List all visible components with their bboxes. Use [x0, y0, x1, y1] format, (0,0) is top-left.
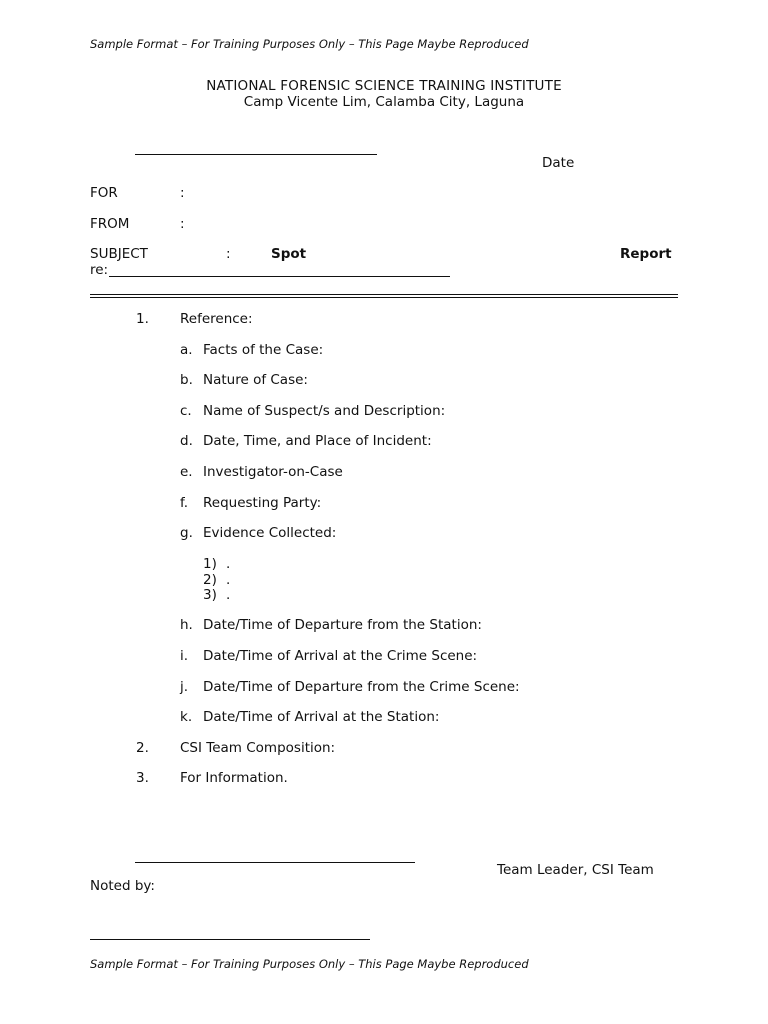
team-leader-label: Team Leader, CSI Team [497, 862, 654, 878]
reference-heading: Reference: [180, 311, 253, 327]
subitem-letter: d. [180, 433, 193, 449]
subject-re-line [109, 276, 450, 277]
subitem-letter: h. [180, 617, 193, 633]
subitem-letter: f. [180, 495, 189, 511]
subitem-text: Name of Suspect/s and Description: [203, 403, 446, 419]
subject-re: re: [90, 262, 109, 278]
item-number-1: 1. [136, 311, 149, 327]
evidence-number: 2) [203, 572, 217, 588]
institute-title: NATIONAL FORENSIC SCIENCE TRAINING INSTITUTE [206, 78, 562, 94]
noted-by-label: Noted by: [90, 878, 155, 894]
subitem-letter: b. [180, 372, 193, 388]
evidence-item: . [226, 572, 231, 588]
item-number-3: 3. [136, 770, 149, 786]
evidence-item: . [226, 587, 231, 603]
subitem-letter: e. [180, 464, 193, 480]
subitem-text: Investigator-on-Case [203, 464, 343, 480]
for-label: FOR [90, 185, 118, 201]
subitem-letter: c. [180, 403, 192, 419]
date-line [135, 154, 377, 155]
subitem-text: Nature of Case: [203, 372, 308, 388]
evidence-item: . [226, 556, 231, 572]
divider-rule-bottom [90, 297, 678, 298]
from-colon: : [180, 216, 185, 232]
subitem-text: Evidence Collected: [203, 525, 337, 541]
subject-report: Report [620, 246, 672, 262]
training-notice-header: Sample Format – For Training Purposes Only – This Page Maybe Reproduced [90, 37, 529, 51]
for-information-heading: For Information. [180, 770, 288, 786]
subject-spot: Spot [271, 246, 307, 262]
evidence-number: 3) [203, 587, 217, 603]
item-number-2: 2. [136, 740, 149, 756]
training-notice-footer: Sample Format – For Training Purposes Only – This Page Maybe Reproduced [90, 957, 529, 971]
subitem-text: Requesting Party: [203, 495, 322, 511]
from-label: FROM [90, 216, 130, 232]
subitem-letter: i. [180, 648, 189, 664]
subitem-letter: a. [180, 342, 193, 358]
subitem-letter: k. [180, 709, 193, 725]
subitem-text: Date/Time of Departure from the Crime Scene: [203, 679, 520, 695]
subitem-text: Date/Time of Arrival at the Station: [203, 709, 440, 725]
evidence-number: 1) [203, 556, 217, 572]
subitem-text: Date/Time of Departure from the Station: [203, 617, 482, 633]
institute-address: Camp Vicente Lim, Calamba City, Laguna [243, 94, 525, 110]
subject-colon: : [226, 246, 231, 262]
noted-by-signature-line [90, 939, 370, 940]
csi-team-heading: CSI Team Composition: [180, 740, 336, 756]
team-leader-signature-line [135, 862, 415, 863]
date-label: Date [542, 155, 575, 171]
subitem-letter: g. [180, 525, 193, 541]
for-colon: : [180, 185, 185, 201]
subject-label: SUBJECT [90, 246, 148, 262]
subitem-text: Facts of the Case: [203, 342, 324, 358]
divider-rule-top [90, 294, 678, 295]
subitem-text: Date, Time, and Place of Incident: [203, 433, 432, 449]
subitem-text: Date/Time of Arrival at the Crime Scene: [203, 648, 478, 664]
subitem-letter: j. [180, 679, 189, 695]
